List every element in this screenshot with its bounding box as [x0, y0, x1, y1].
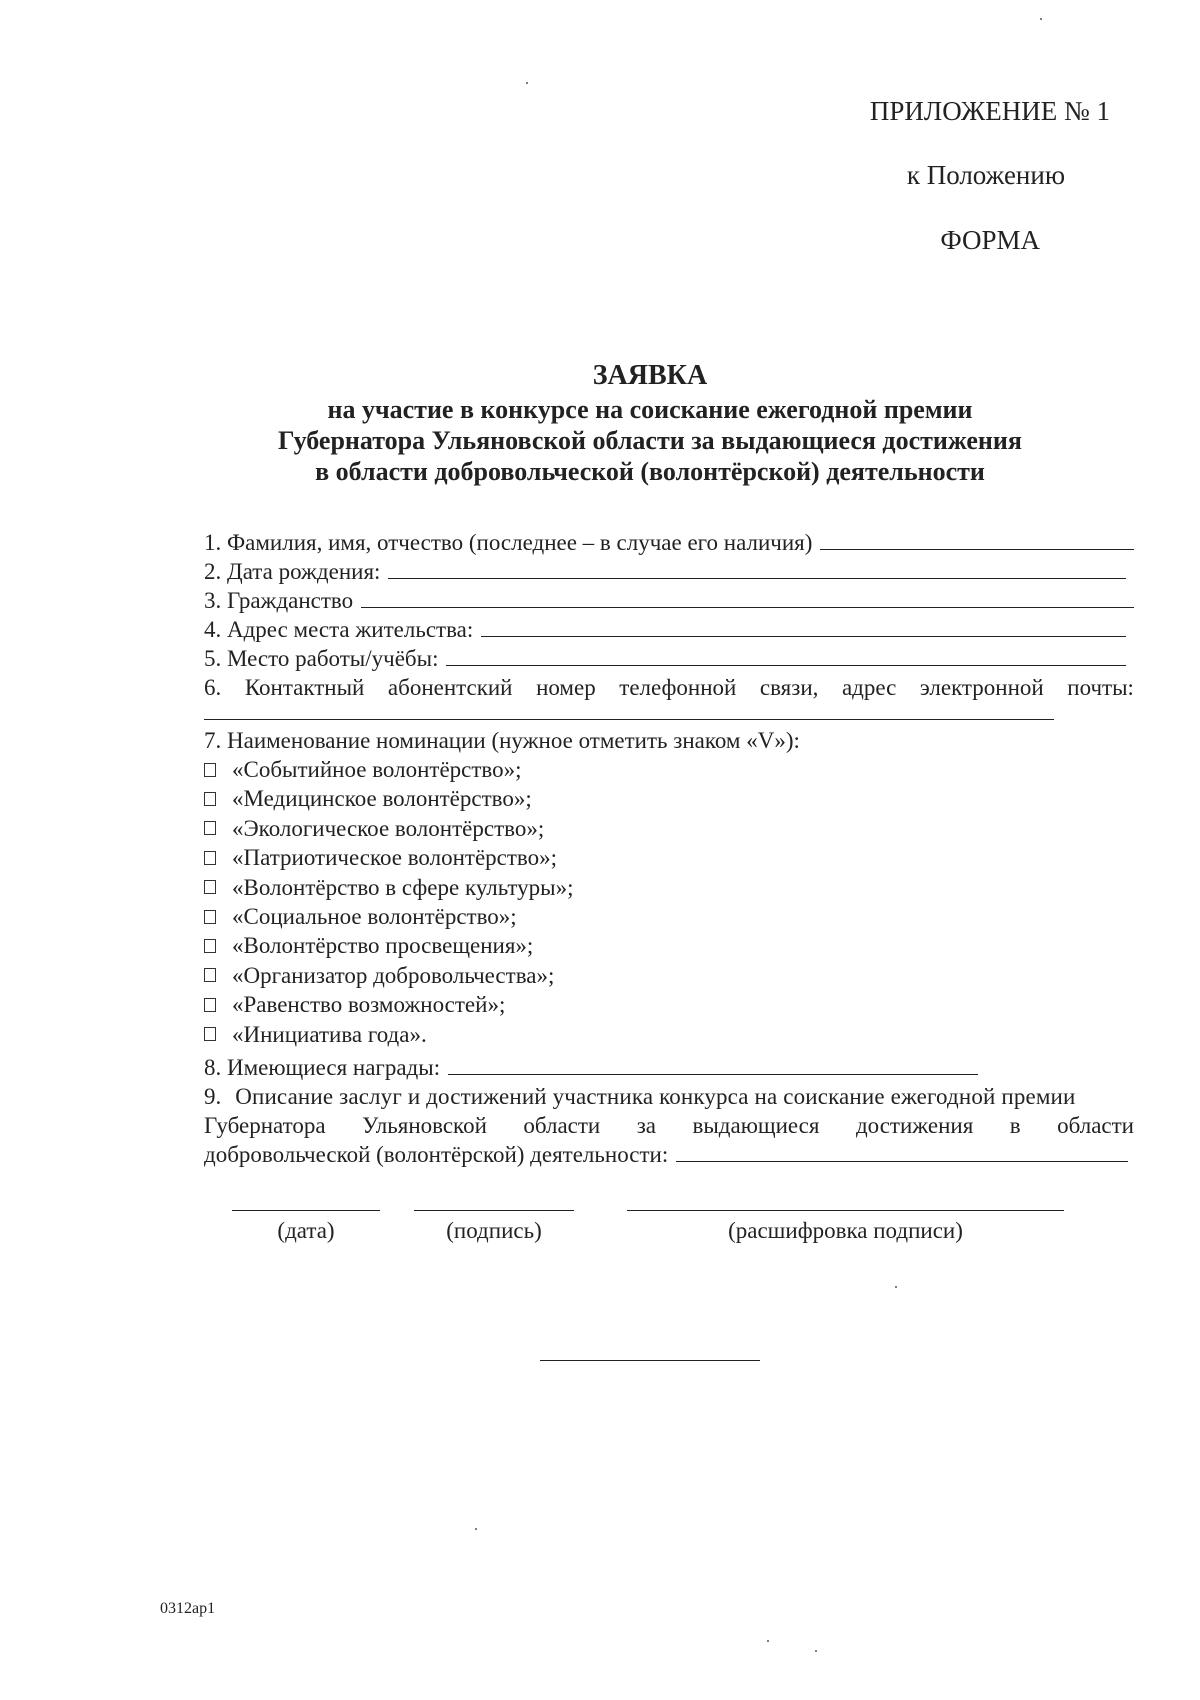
scan-speck [526, 82, 528, 84]
field-address [204, 615, 1134, 644]
nomination-label: «Медицинское волонтёрство»; [232, 786, 532, 812]
merits-word: достижения [855, 1113, 974, 1138]
merits-number: 9. [204, 1084, 222, 1109]
appendix-reference: к Положению [906, 160, 1065, 190]
appendix-number: ПРИЛОЖЕНИЕ № 1 [869, 96, 1110, 126]
subtitle-line-2: Губернатора Ульяновской области за выдающиеся достижения [278, 426, 1022, 455]
scan-speck [1040, 18, 1042, 20]
date-caption: (дата) [277, 1218, 335, 1243]
contacts-word: адрес [841, 675, 897, 700]
merits-word: области [523, 1113, 601, 1138]
subtitle-line-1: на участие в конкурсе на соискание ежегодной премии [327, 395, 973, 424]
signature-caption: (подпись) [446, 1218, 542, 1243]
awards-input-line[interactable] [448, 1054, 978, 1075]
field-full-name [204, 528, 1134, 557]
nomination-item[interactable] [204, 873, 1104, 902]
field-nomination [204, 726, 1134, 755]
merits-text: добровольческой (волонтёрской) деятельности: [204, 1142, 669, 1167]
merits-word: за [636, 1113, 656, 1138]
address-input-line[interactable] [481, 616, 1126, 637]
contacts-word: абонентский [387, 675, 513, 700]
citizenship-input-line[interactable] [361, 587, 1134, 608]
checkbox-icon[interactable] [204, 880, 216, 894]
signature-line[interactable] [414, 1210, 574, 1211]
nomination-item[interactable] [204, 755, 1104, 784]
contacts-word: 6. [204, 675, 222, 700]
nomination-item[interactable] [204, 990, 1104, 1019]
checkbox-icon[interactable] [204, 1027, 216, 1041]
field-nomination-label: 7. Наименование номинации (нужное отметить знаком «V»): [204, 728, 800, 753]
merits-word: области [1057, 1113, 1134, 1138]
signature-decoding-caption: (расшифровка подписи) [728, 1218, 963, 1243]
field-awards [204, 1053, 1134, 1082]
date-signature-line[interactable] [232, 1210, 380, 1211]
checkbox-icon[interactable] [204, 968, 216, 982]
scan-speck [767, 1640, 769, 1642]
field-citizenship [204, 586, 1134, 615]
nomination-heading-row [204, 726, 1134, 755]
field-merits-line-2 [204, 1111, 1134, 1140]
merits-input-line[interactable] [676, 1141, 1128, 1162]
field-full-name-label: 1. Фамилия, имя, отчество (последнее – в случае его наличия) [204, 530, 813, 555]
nomination-label: «Событийное волонтёрство»; [232, 757, 522, 782]
contacts-word: номер [536, 675, 596, 700]
checkbox-icon[interactable] [204, 851, 216, 865]
field-workplace [204, 644, 1134, 673]
document-subtitle [200, 394, 1100, 487]
subtitle-line-3: в области добровольческой (волонтёрской) деятельности [315, 457, 985, 486]
field-awards-label: 8. Имеющиеся награды: [204, 1055, 441, 1080]
document-code: 0312ap1 [160, 1600, 216, 1617]
field-merits-line-3 [204, 1140, 1134, 1169]
checkbox-icon[interactable] [204, 998, 216, 1012]
field-workplace-label: 5. Место работы/учёбы: [204, 646, 439, 671]
checkbox-icon[interactable] [204, 792, 216, 806]
nomination-item[interactable] [204, 814, 1104, 843]
workplace-input-line[interactable] [446, 645, 1126, 666]
field-merits-line-1 [204, 1082, 1134, 1111]
checkbox-icon[interactable] [204, 821, 216, 835]
nomination-list [204, 755, 1104, 1049]
contacts-word: Контактный [244, 675, 365, 700]
form-label: ФОРМА [940, 225, 1040, 255]
scan-speck [815, 1650, 817, 1652]
merits-word: Губернатора [204, 1113, 326, 1138]
contacts-input-line[interactable] [204, 719, 1054, 720]
signature-decoding-line[interactable] [627, 1210, 1064, 1211]
merits-word: выдающиеся [692, 1113, 820, 1138]
checkbox-icon[interactable] [204, 939, 216, 953]
nomination-item[interactable] [204, 931, 1104, 960]
application-fields [204, 528, 1134, 702]
nomination-label: «Экологическое волонтёрство»; [232, 815, 545, 841]
nomination-label: «Организатор добровольчества»; [232, 962, 555, 988]
birth-date-input-line[interactable] [388, 558, 1126, 579]
nomination-item[interactable] [204, 843, 1104, 872]
document-title: ЗАЯВКА [592, 360, 708, 391]
nomination-label: «Инициатива года». [232, 1021, 427, 1047]
end-separator-line [540, 1360, 760, 1361]
nomination-item[interactable] [204, 902, 1104, 931]
field-citizenship-label: 3. Гражданство [204, 588, 354, 613]
scan-speck [895, 1286, 897, 1288]
nomination-label: «Волонтёрство просвещения»; [232, 933, 534, 959]
checkbox-icon[interactable] [204, 910, 216, 924]
nomination-label: «Социальное волонтёрство»; [232, 903, 517, 929]
nomination-item[interactable] [204, 1020, 1104, 1049]
nomination-label: «Патриотическое волонтёрство»; [232, 845, 558, 871]
awards-and-merits [204, 1053, 1134, 1169]
contacts-word: почты: [1067, 675, 1134, 700]
nomination-item[interactable] [204, 784, 1104, 813]
full-name-input-line[interactable] [820, 529, 1134, 550]
nomination-item[interactable] [204, 961, 1104, 990]
merits-word: Ульяновской [362, 1113, 487, 1138]
merits-text: Описание заслуг и достижений участника конкурса на соискание ежегодной премии [235, 1084, 1076, 1109]
contacts-word: связи, [759, 675, 819, 700]
contacts-word: телефонной [619, 675, 737, 700]
field-birth-date-label: 2. Дата рождения: [204, 559, 381, 584]
field-birth-date [204, 557, 1134, 586]
contacts-word: электронной [919, 675, 1044, 700]
merits-word: в [1009, 1113, 1021, 1138]
nomination-label: «Равенство возможностей»; [232, 992, 506, 1018]
field-contacts [204, 673, 1134, 702]
scan-speck [475, 1528, 477, 1530]
checkbox-icon[interactable] [204, 763, 216, 777]
nomination-label: «Волонтёрство в сфере культуры»; [232, 874, 574, 900]
field-address-label: 4. Адрес места жительства: [204, 617, 474, 642]
